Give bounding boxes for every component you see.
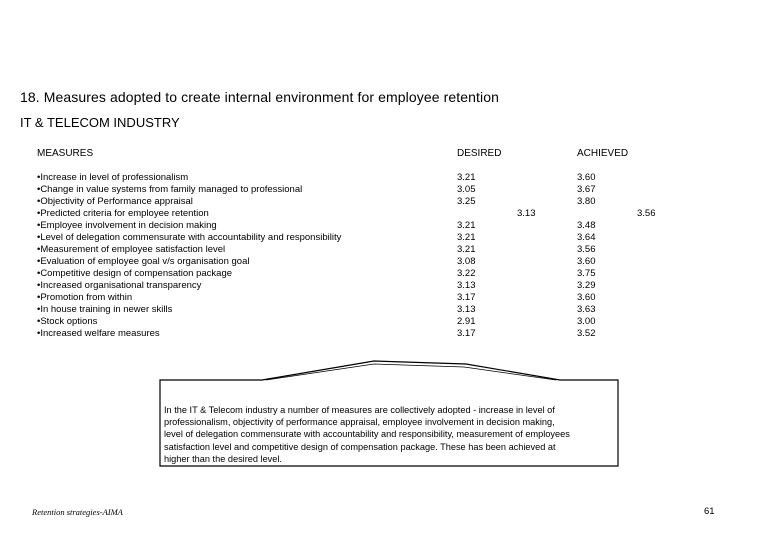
desired-value: 3.17 — [457, 328, 476, 339]
achieved-value: 3.00 — [577, 316, 596, 327]
footer-source: Retention strategies-AIMA — [32, 507, 123, 517]
measure-row: •Evaluation of employee goal v/s organisation goal — [37, 256, 250, 267]
desired-value: 3.25 — [457, 196, 476, 207]
desired-value: 3.13 — [457, 304, 476, 315]
achieved-value: 3.75 — [577, 268, 596, 279]
measure-row: •Predicted criteria for employee retention — [37, 208, 209, 219]
measure-row: •Level of delegation commensurate with accountability and responsibility — [37, 232, 342, 243]
achieved-value: 3.52 — [577, 328, 596, 339]
measure-row: •Increased welfare measures — [37, 328, 160, 339]
desired-value: 3.05 — [457, 184, 476, 195]
achieved-value: 3.29 — [577, 280, 596, 291]
callout-text — [164, 404, 610, 465]
desired-value: 3.08 — [457, 256, 476, 267]
achieved-value: 3.60 — [577, 256, 596, 267]
measure-row: •Measurement of employee satisfaction level — [37, 244, 226, 255]
callout-line: higher than the desired level. — [164, 453, 282, 464]
measure-row: •Change in value systems from family managed to professional — [37, 184, 303, 195]
desired-average: 3.13 — [517, 208, 536, 219]
measure-row: •Promotion from within — [37, 292, 133, 303]
page-number: 61 — [704, 506, 715, 517]
achieved-value: 3.67 — [577, 184, 596, 195]
achieved-value: 3.63 — [577, 304, 596, 315]
measure-row: •Increase in level of professionalism — [37, 172, 189, 183]
desired-value: 3.21 — [457, 244, 476, 255]
callout-line: level of delegation commensurate with accountability and responsibility, measurement of employees — [164, 429, 570, 440]
header-achieved: ACHIEVED — [577, 148, 629, 159]
industry-subtitle: IT & TELECOM INDUSTRY — [20, 115, 180, 130]
header-desired: DESIRED — [457, 148, 502, 159]
callout-line: professionalism, objectivity of performance appraisal, employee involvement in decision making, — [164, 417, 555, 428]
desired-value: 2.91 — [457, 316, 476, 327]
desired-value: 3.17 — [457, 292, 476, 303]
measure-row: •Competitive design of compensation package — [37, 268, 233, 279]
callout-line: satisfaction level and competitive design of compensation package. These has been achieved at — [164, 441, 556, 452]
measure-row: •Increased organisational transparency — [37, 280, 202, 291]
achieved-value: 3.64 — [577, 232, 596, 243]
desired-value: 3.13 — [457, 280, 476, 291]
desired-value: 3.21 — [457, 220, 476, 231]
desired-value: 3.21 — [457, 232, 476, 243]
desired-value: 3.22 — [457, 268, 476, 279]
desired-value: 3.21 — [457, 172, 476, 183]
header-measures: MEASURES — [37, 148, 94, 159]
page-title: 18. Measures adopted to create internal environment for employee retention — [20, 89, 500, 105]
achieved-average: 3.56 — [637, 208, 656, 219]
achieved-value: 3.60 — [577, 172, 596, 183]
achieved-value: 3.60 — [577, 292, 596, 303]
measure-row: •Stock options — [37, 316, 98, 327]
achieved-value: 3.80 — [577, 196, 596, 207]
measure-row: •Employee involvement in decision making — [37, 220, 217, 231]
achieved-value: 3.48 — [577, 220, 596, 231]
callout-line: In the IT & Telecom industry a number of measures are collectively adopted - increase in level of — [164, 405, 555, 415]
measure-row: •Objectivity of Performance appraisal — [37, 196, 193, 207]
achieved-value: 3.56 — [577, 244, 596, 255]
measure-row: •In house training in newer skills — [37, 304, 173, 315]
